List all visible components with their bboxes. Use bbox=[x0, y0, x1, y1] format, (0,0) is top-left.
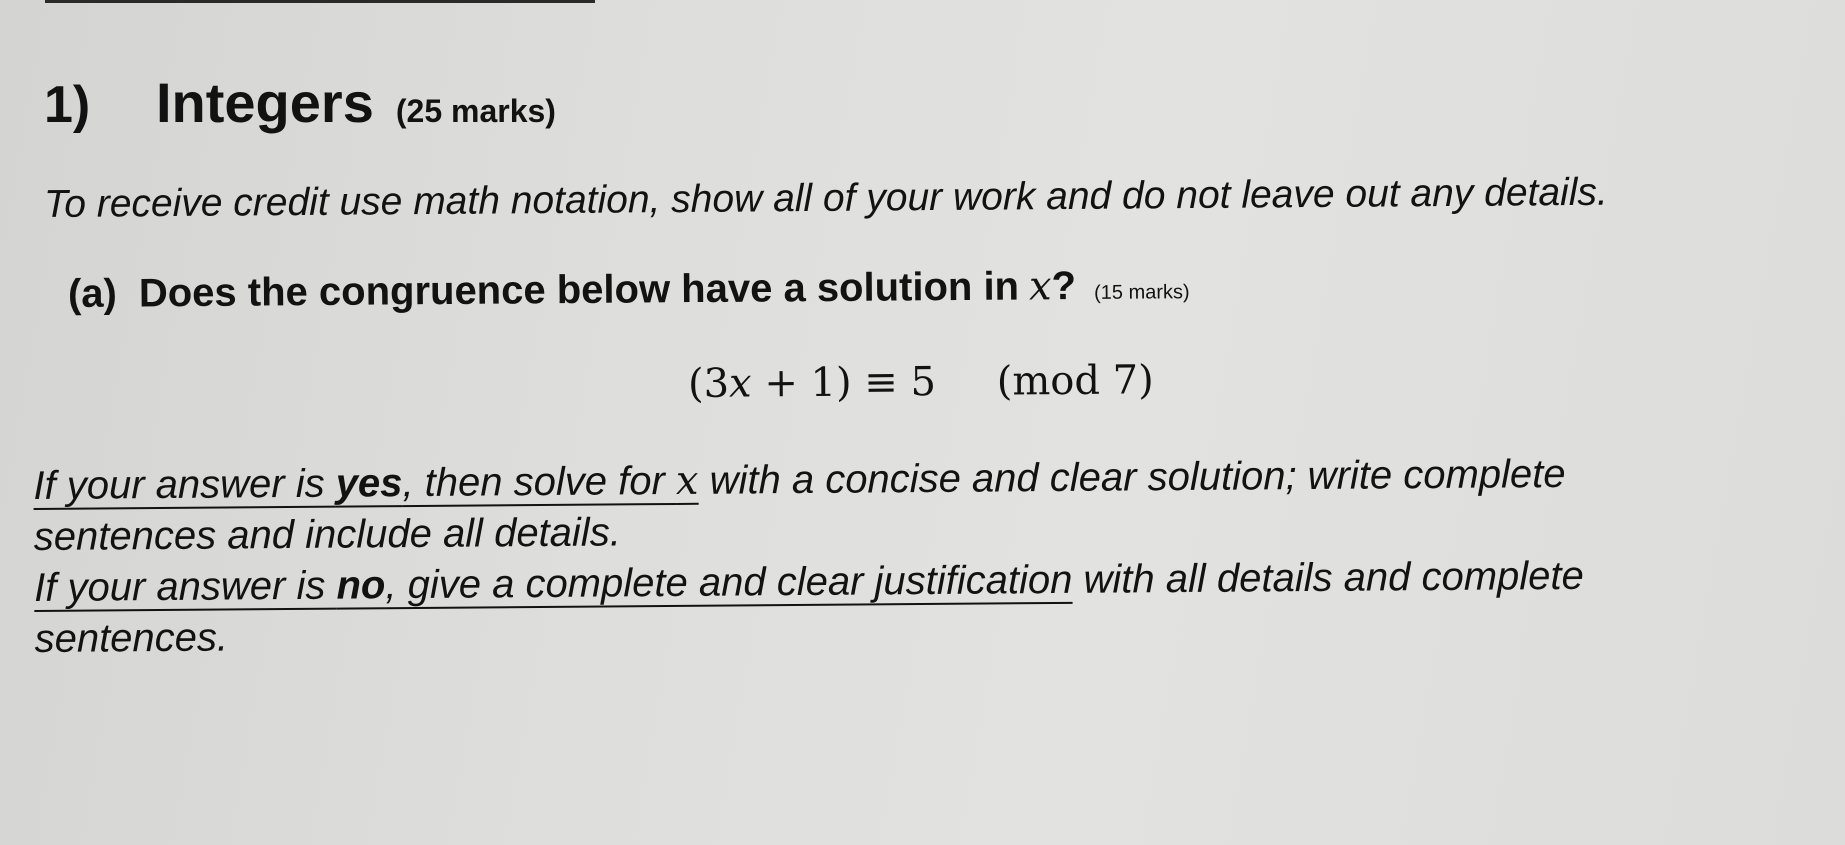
yes-underlined-phrase bbox=[33, 459, 698, 508]
part-a-marks: (15 marks) bbox=[1093, 281, 1190, 304]
question-title: Integers bbox=[156, 71, 374, 134]
top-rule bbox=[45, 0, 595, 3]
part-a-question bbox=[68, 262, 1190, 317]
yes-rest: with a concise and clear solution; write complete bbox=[698, 451, 1566, 503]
equation-variable: x bbox=[728, 360, 752, 407]
no-underlined-phrase bbox=[34, 558, 1073, 610]
no-middle: , give a complete and clear justification bbox=[385, 557, 1073, 608]
congruence-equation bbox=[688, 357, 1154, 407]
no-prefix: If your answer is bbox=[34, 563, 337, 610]
yes-prefix: If your answer is bbox=[33, 461, 336, 509]
part-a-text: Does the congruence below have a solution in bbox=[138, 264, 1020, 316]
equation-modulus: (mod 7) bbox=[996, 357, 1154, 405]
instructions-text: To receive credit use math notation, show all of your work and do not leave out any details. bbox=[43, 170, 1608, 226]
equation-lhs-rest: + 1) ≡ 5 bbox=[751, 359, 937, 407]
question-number: 1) bbox=[44, 76, 91, 134]
part-a-label: (a) bbox=[67, 271, 118, 316]
yes-variable: x bbox=[675, 457, 699, 504]
question-marks: (25 marks) bbox=[395, 93, 556, 129]
part-a-question-mark: ? bbox=[1051, 264, 1077, 309]
yes-word: yes bbox=[335, 461, 403, 506]
no-instruction-line-2: sentences. bbox=[34, 615, 229, 661]
no-rest: with all details and complete bbox=[1072, 553, 1584, 602]
part-a-variable: x bbox=[1028, 263, 1052, 310]
section-heading bbox=[44, 70, 556, 135]
equation-lhs-open: (3 bbox=[687, 360, 730, 407]
answer-instructions bbox=[33, 448, 1735, 665]
yes-instruction-line-2: sentences and include all details. bbox=[33, 510, 622, 560]
yes-middle: , then solve for bbox=[402, 458, 677, 506]
no-word: no bbox=[336, 563, 386, 608]
